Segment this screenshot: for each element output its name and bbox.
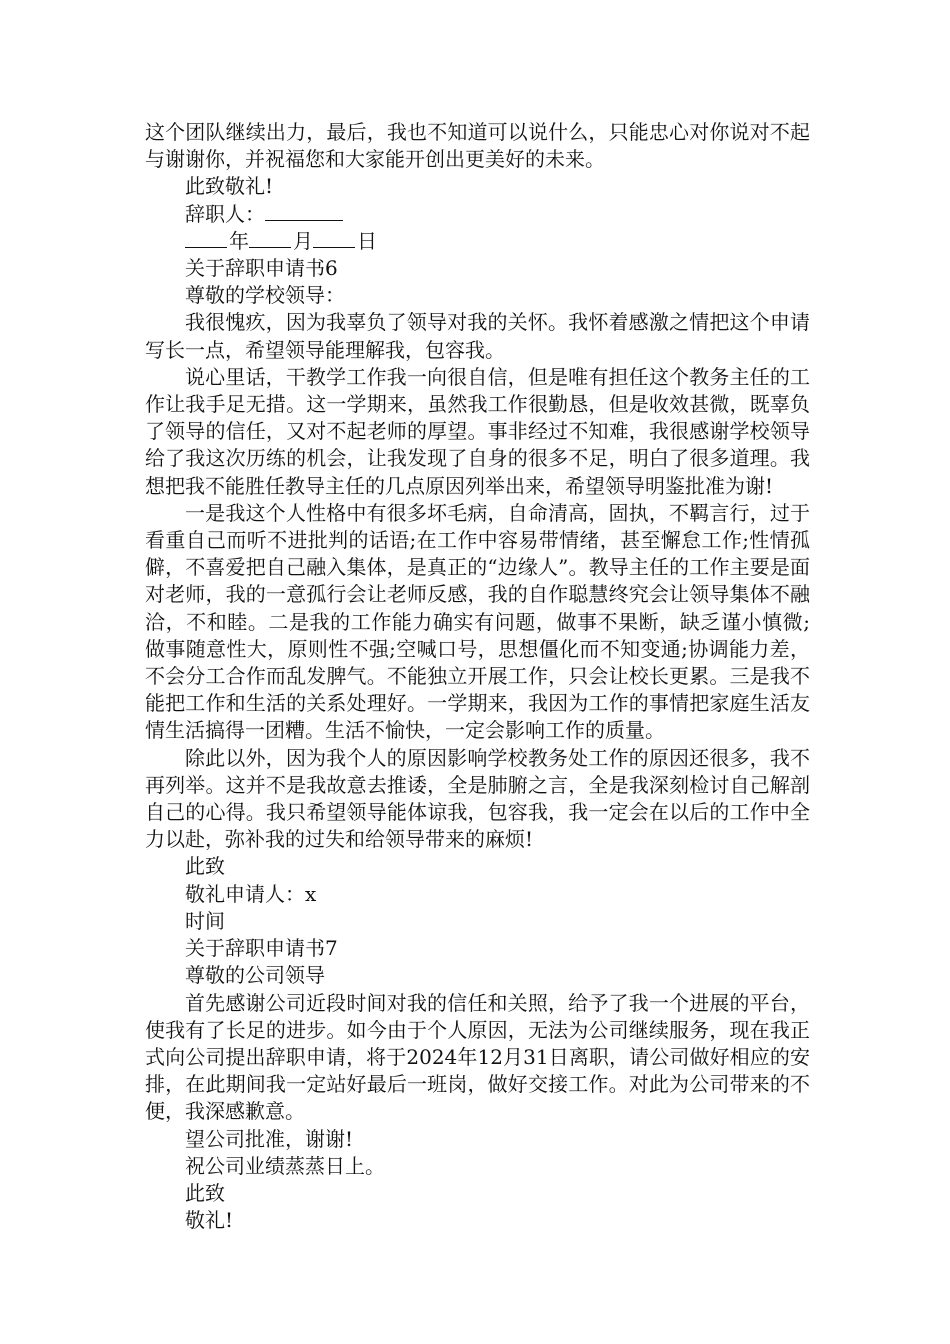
year-blank: [185, 229, 227, 248]
applicant-line: 敬礼申请人：x: [185, 881, 317, 906]
section-title: 关于辞职申请书6: [185, 256, 338, 281]
closing-salutation: 此致: [185, 854, 225, 879]
date-line: [145, 228, 810, 255]
day-blank: [313, 229, 355, 248]
section-title: 关于辞职申请书7: [185, 936, 338, 961]
month-blank: [249, 229, 291, 248]
resigner-line: [145, 201, 810, 228]
year-label: 年: [229, 228, 249, 253]
paragraph: 除此以外，因为我个人的原因影响学校教务处工作的原因还很多，我不再列举。这并不是我故意去推诿，全是肺腑之言，全是我深刻检讨自己解剖自己的心得。我只希望领导能体谅我，包容我，我一定会在以后的工作中全力以赴，弥补我的过失和给领导带来的麻烦!: [145, 745, 810, 852]
paragraph: 我很愧疚，因为我辜负了领导对我的关怀。我怀着感激之情把这个申请写长一点，希望领导能理解我，包容我。: [145, 310, 810, 362]
wish-line: 祝公司业绩蒸蒸日上。: [185, 1153, 385, 1178]
greeting: 尊敬的公司领导: [185, 963, 325, 988]
month-label: 月: [293, 228, 313, 253]
greeting: 尊敬的学校领导：: [185, 283, 345, 308]
resigner-blank: [265, 202, 343, 221]
request-line: 望公司批准，谢谢!: [185, 1126, 354, 1151]
day-label: 日: [357, 228, 377, 253]
closing-salutation: 此致: [185, 1180, 225, 1205]
paragraph: 这个团队继续出力，最后，我也不知道可以说什么，只能忠心对你说对不起与谢谢你，并祝福您和大家能开创出更美好的未来。: [145, 120, 810, 172]
paragraph: 一是我这个人性格中有很多坏毛病，自命清高，固执，不羁言行，过于看重自己而听不进批判的话语;在工作中容易带情绪，甚至懈怠工作;性情孤僻，不喜爱把自己融入集体，是真正的“边缘人”。教导主任的工作主要是面对老师，我的一意孤行会让老师反感，我的自作聪慧终究会让领导集体不融洽，不和睦。二是我的工作能力确实有问题，做事不果断，缺乏谨小慎微;做事随意性大，原则性不强;空喊口号，思想僵化而不知变通;协调能力差，不会分工合作而乱发脾气。不能独立开展工作，只会让校长更累。三是我不能把工作和生活的关系处理好。一学期来，我因为工作的事情把家庭生活友情生活搞得一团糟。生活不愉快，一定会影响工作的质量。: [145, 500, 810, 743]
closing-salutation: 敬礼!: [185, 1208, 234, 1233]
resigner-label: 辞职人：: [185, 201, 265, 226]
closing-salutation: 此致敬礼!: [185, 174, 274, 199]
paragraph: 首先感谢公司近段时间对我的信任和关照，给予了我一个进展的平台，使我有了长足的进步。如今由于个人原因，无法为公司继续服务，现在我正式向公司提出辞职申请，将于2024年12月31日离职，请公司做好相应的安排，在此期间我一定站好最后一班岗，做好交接工作。对此为公司带来的不便，我深感歉意。: [145, 990, 810, 1124]
document-body: [145, 119, 810, 1234]
time-line: 时间: [185, 908, 225, 933]
paragraph: 说心里话，干教学工作我一向很自信，但是唯有担任这个教务主任的工作让我手足无措。这一学期来，虽然我工作很勤恳，但是收效甚微，既辜负了领导的信任，又对不起老师的厚望。事非经过不知难，我很感谢学校领导给了我这次历练的机会，让我发现了自身的很多不足，明白了很多道理。我想把我不能胜任教导主任的几点原因列举出来，希望领导明鉴批准为谢!: [145, 364, 810, 498]
